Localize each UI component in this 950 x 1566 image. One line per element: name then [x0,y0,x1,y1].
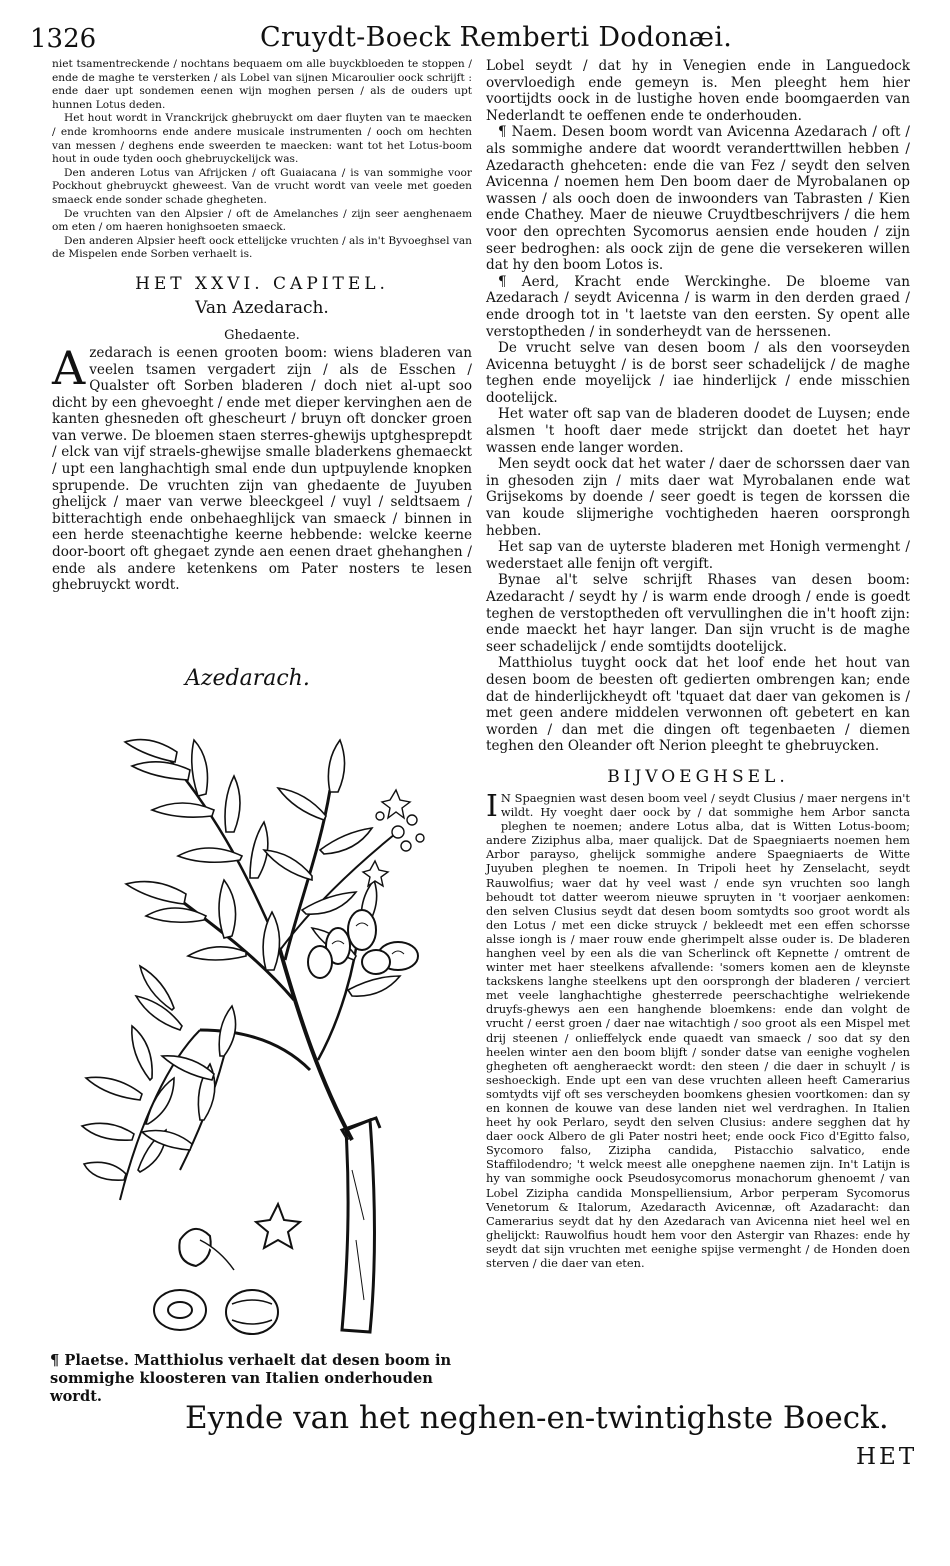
paragraph: Bynae al't selve schrijft Rhases van desen boom: Azedaracht / seydt hy / is warm ende droogh / ende is goedt teghen de verstoptheden oft vervullinghen die in't hooft zijn: ende maeckt het hayr langer. Dan sijn vrucht is de maghe seer schadelijck / ende somtijdts dootelijck. [486,572,910,655]
paragraph: De vruchten van den Alpsier / oft de Amelanches / zijn seer aenghenaem om eten / om haeren honighsoeten smaeck. [52,207,472,234]
chapter-body [52,340,472,594]
paragraph: zedarach is eenen grooten boom: wiens bladeren van veelen tsamen vergadert zijn / als de Esschen / Qualster oft Sorben bladeren / doch niet al-upt soo dicht by een ghevoeght / ende met dieper kervinghen aen de kanten ghesneden oft ghescheurt / bruyn oft doncker groen van verwe. De bloemen staen sterres-ghewijs uptghesprepdt / elck van vijf straels-ghewijse smalle bladerkens ghemaeckt / upt een langhachtigh smal ende dun uptpuylende knopken sprupende. De vruchten zijn van ghedaente de Juyuben ghelijck / maer van verwe bleeckgeel / vuyl / seldtsaem / bitterachtigh ende onbehaeghlijck van smaeck / binnen in een herde steenachtighe keerne hebbende: welcke keerne door-boort oft ghegaet zynde aen eenen draet ghehanghen / ende als andere ketenkens om Pater nosters te lesen ghebruyckt wordt. [52,344,472,594]
running-title: Cruydt-Boeck Remberti Dodonæi. [260,22,733,53]
paragraph: Het water oft sap van de bladeren doodet de Luysen; ende alsmen 't hooft daer mede strijckt dan doetet het hayr wassen ende langer worden. [486,406,910,456]
continuation-text [52,58,472,262]
bijvoeghsel-heading: BIJVOEGHSEL. [607,766,789,787]
chapter-heading: HET XXVI. CAPITEL. [135,273,389,294]
book-end-line: Eynde van het neghen-en-twintighste Boeck. [185,1400,889,1436]
paragraph: Den anderen Lotus van Afrijcken / oft Guaiacana / is van sommighe voor Pockhout ghebruyckt gheweest. Van de vrucht wordt van veele met goeden smaeck ende sonder schade ghegheten. [52,166,472,206]
paragraph: Matthiolus tuyght oock dat het loof ende het hout van desen boom de beesten oft gedierten ombrengen kan; ende dat de hinderlijckheydt oft 'tquaet dat daer van gekomen is / met geen andere middelen verwonnen oft gebetert en kan worden / dan met die dingen oft tegenbaeten / diemen teghen den Oleander oft Nerion pleeght te ghebruycken. [486,655,910,755]
azedarach-woodcut-illustration [80,700,470,1350]
paragraph: Den anderen Alpsier heeft oock ettelijcke vruchten / als in't Byvoeghsel van de Mispelen ende Sorben verhaelt is. [52,234,472,261]
drop-cap: I [486,788,498,824]
bijvoeghsel-body [486,788,910,1271]
paragraph: Het hout wordt in Vranckrijck ghebruyckt om daer fluyten van te maecken / ende kromhoorns ende andere musicale instrumenten / ooch om hechten van messen / deghens ende sweerden te maecken: want tot het Lotus-boom hout in oude tyden ooch ghebruyckelijck was. [52,112,472,166]
paragraph: Lobel seydt / dat hy in Venegien ende in Languedock overvloedigh ende gemeyn is. Men pleeght hem hier voortijdts oock in de lustighe hoven ende boomgaerden van Nederlandt te oeffenen ende te onderhouden. [486,58,910,124]
paragraph: Men seydt oock dat het water / daer de schorssen daer van in ghesoden zijn / mits daer wat Myrobalanen ende wat Grijsekoms by doende / seer goedt is tegen de korssen die van koude slijmerighe vochtigheden haeren oorsprongh hebben. [486,456,910,539]
figure-caption: ¶ Plaetse. Matthiolus verhaelt dat desen boom in sommighe kloosteren van Italien onderhouden wordt. [50,1352,452,1405]
paragraph: De vrucht selve van desen boom / als den voorseyden Avicenna betuyght / is de borst seer schadelijck / de maghe teghen ende moyelijck / iae hinderlijck / ende misschien dootelijck. [486,340,910,406]
figure-title: Azedarach. [185,666,310,691]
paragraph: N Spaegnien wast desen boom veel / seydt Clusius / maer nergens in't wildt. Hy voeght daer oock by / dat sommighe hem Arbor sancta pleghen te noemen; andere Lotus alba, dat is Witten Lotus-boom; andere Ziziphus alba, maer qualijck. Dat de Spaegniaerts noemen hem Arbor parayso, ghelijck sommighe andere Spaegniaerts de Witte Juyuben pleghen te noemen. In Tripoli heet hy Zenselacht, seydt Rauwolfius; waer dat hy veel wast / ende syn vruchten soo langh behoudt tot datter weerom nieuwe spruyten in 't voorjaer aenkomen: den selven Clusius seydt dat desen boom somtydts soo groot wordt als den Lotus / met een dicke struyck / bekleedt met een effen schorsse alsse iongh is / maer rouw ende gherimpelt alsse ouder is. De bladeren hanghen veel by een als die van Scherlinck oft Kepnette / omtrent de winter met haer steelkens afvallende: 'somers komen aen de kleynste tackskens langhe steelkens upt den oorsprongh der bladeren / verciert met veele langhachtighe ghesterrede peerschachtighe welriekende druyfs-ghewys aen een hanghende bloemkens: ende dan volght de vrucht / eerst groen / daer nae witachtigh / soo groot als een Mispel met drij steenen / onlieffelyck ende quaedt van smaeck / soo dat sy den heelen winter aen den boom blijft / sonder datse van eenighe voghelen ghegheten oft aengheraeckt wordt: den steen / die daer in schuylt / is seshoeckigh. Ende upt een van dese vruchten alleen heeft Camerarius somtydts vijf oft ses verscheyden boomkens ghesien voortkomen: dan sy en konnen de kouwe van dese landen niet wel verdraghen. In Italien heet hy ook Perlaro, seydt den selven Clusius: andere segghen dat hy daer oock Albero de gli Pater nostri heet; ende oock Fico d'Egitto falso, Sycomoro falso, Zizipha candida, Pistacchio salvatico, ende Staffilodendro; 't welck meest alle onepghene naemen zijn. In't Latijn is hy van sommighe oock Pseudosycomorus monachorum ghenoemt / van Lobel Zizipha candida Monspelliensium, Arbor perperam Sycomorus Venetorum & Italorum, Azedaracth Avicennæ, oft Azadaracht: dan Camerarius seydt dat hy den Azedarach van Avicenna niet heel wel en ghelijckt: Rauwolfius houdt hem voor den Astergir van Rhazes: ende hy seydt dat sijn vruchten met eenighe spijse vermenght / de Honden doen sterven / die daer van eten. [486,790,910,1271]
drop-cap: A [52,340,86,395]
paragraph: niet tsamentreckende / nochtans bequaem om alle buyckbloeden te stoppen / ende de maghe te versterken / als Lobel van sijnen Micaroulier oock schrijft : ende daer upt sondemen eenen wijn moghen persen / als de ouders upt hunnen Lotus deden. [52,58,472,111]
right-body [486,58,910,755]
paragraph: ¶ Naem. Desen boom wordt van Avicenna Azedarach / oft / als sommighe andere dat woordt veranderttwillen hebben / Azedaracth ghehceten: ende die van Fez / seydt den selven Avicenna / noemen hem Den boom daer de Myrobalanen op wassen / als ooch doen de inwoonders van Tabrasten / Kien ende Chathey. Maer de nieuwe Cruydtbeschrijvers / die hem voor den oprechten Sycomorus aensien ende houden / zijn seer bedroghen: als oock zijn de gene die versekeren willen dat hy den boom Lotos is. [486,124,910,274]
paragraph: Het sap van de uyterste bladeren met Honigh vermenght / wederstaet alle fenijn oft vergift. [486,539,910,572]
right-column [486,58,910,1270]
chapter-title: Van Azedarach. [195,297,329,318]
catchword: HET [856,1444,918,1470]
left-column [52,58,472,594]
paragraph: ¶ Aerd, Kracht ende Werckinghe. De bloeme van Azedarach / seydt Avicenna / is warm in den derden graed / ende droogh tot in 't laetste van den eersten. Sy opent alle verstoptheden / in sonderheydt van de herssenen. [486,273,910,340]
section-label: Ghedaente. [224,327,300,343]
page-number: 1326 [30,24,97,54]
